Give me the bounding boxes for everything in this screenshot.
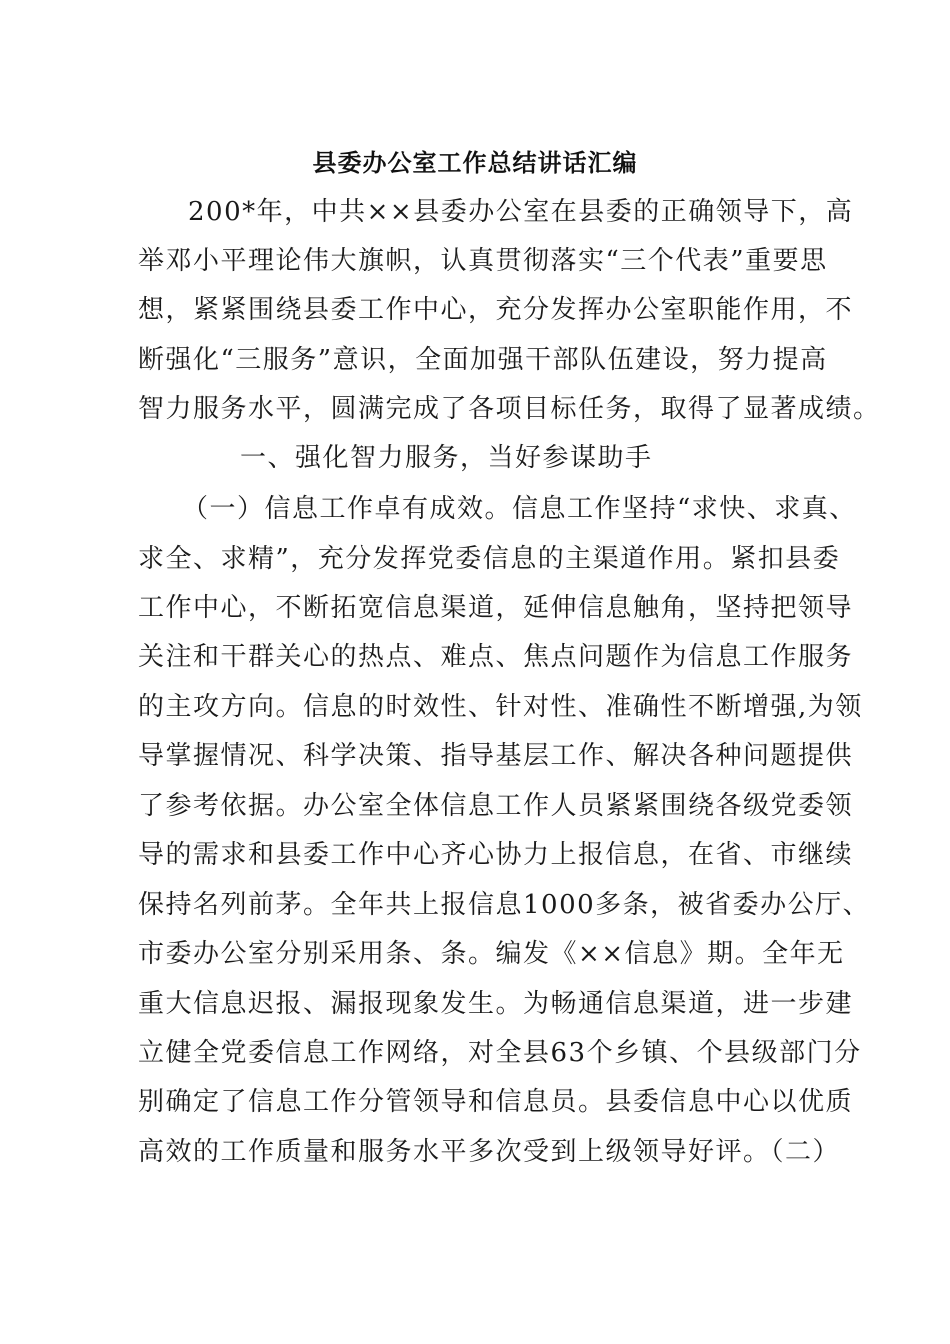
body-line-7: （一）信息工作卓有成效。信息工作坚持“求快、求真、 [182,494,857,524]
body-line-19: 别确定了信息工作分管领导和信息员。县委信息中心以优质 [138,1087,854,1117]
body-line-10: 关注和干群关心的热点、难点、焦点问题作为信息工作服务 [138,642,854,672]
body-line-11: 的主攻方向。信息的时效性、针对性、准确性不断增强,为领 [138,692,863,722]
body-line-18: 立健全党委信息工作网络，对全县63个乡镇、个县级部门分 [138,1038,862,1068]
body-line-13: 了参考依据。办公室全体信息工作人员紧紧围绕各级党委领 [138,791,854,821]
body-line-17: 重大信息迟报、漏报现象发生。为畅通信息渠道，进一步建 [138,989,854,1019]
body-line-9: 工作中心，不断拓宽信息渠道，延伸信息触角，坚持把领导 [138,593,854,623]
body-line-16: 市委办公室分别采用条、条。编发《××信息》期。全年无 [138,939,845,969]
body-line-3: 想，紧紧围绕县委工作中心，充分发挥办公室职能作用，不 [138,295,854,325]
body-line-5: 智力服务水平，圆满完成了各项目标任务，取得了显著成绩。 [138,394,881,424]
body-line-14: 导的需求和县委工作中心齐心协力上报信息，在省、市继续 [138,840,854,870]
body-line-4: 断强化“三服务”意识，全面加强干部队伍建设，努力提高 [138,345,828,375]
body-line-2: 举邓小平理论伟大旗帜，认真贯彻落实“三个代表”重要思 [138,246,828,276]
body-line-15: 保持名列前茅。全年共上报信息1000多条，被省委办公厅、 [138,890,871,920]
body-line-12: 导掌握情况、科学决策、指导基层工作、解决各种问题提供 [138,741,854,771]
body-line-1: 200*年，中共××县委办公室在县委的正确领导下，高 [188,197,854,227]
body-line-20: 高效的工作质量和服务水平多次受到上级领导好评。（二） [138,1137,841,1167]
document-title: 县委办公室工作总结讲话汇编 [312,148,638,177]
section-heading: 一、强化智力服务，当好参谋助手 [240,443,653,473]
body-line-8: 求全、求精”，充分发挥党委信息的主渠道作用。紧扣县委 [138,544,841,574]
